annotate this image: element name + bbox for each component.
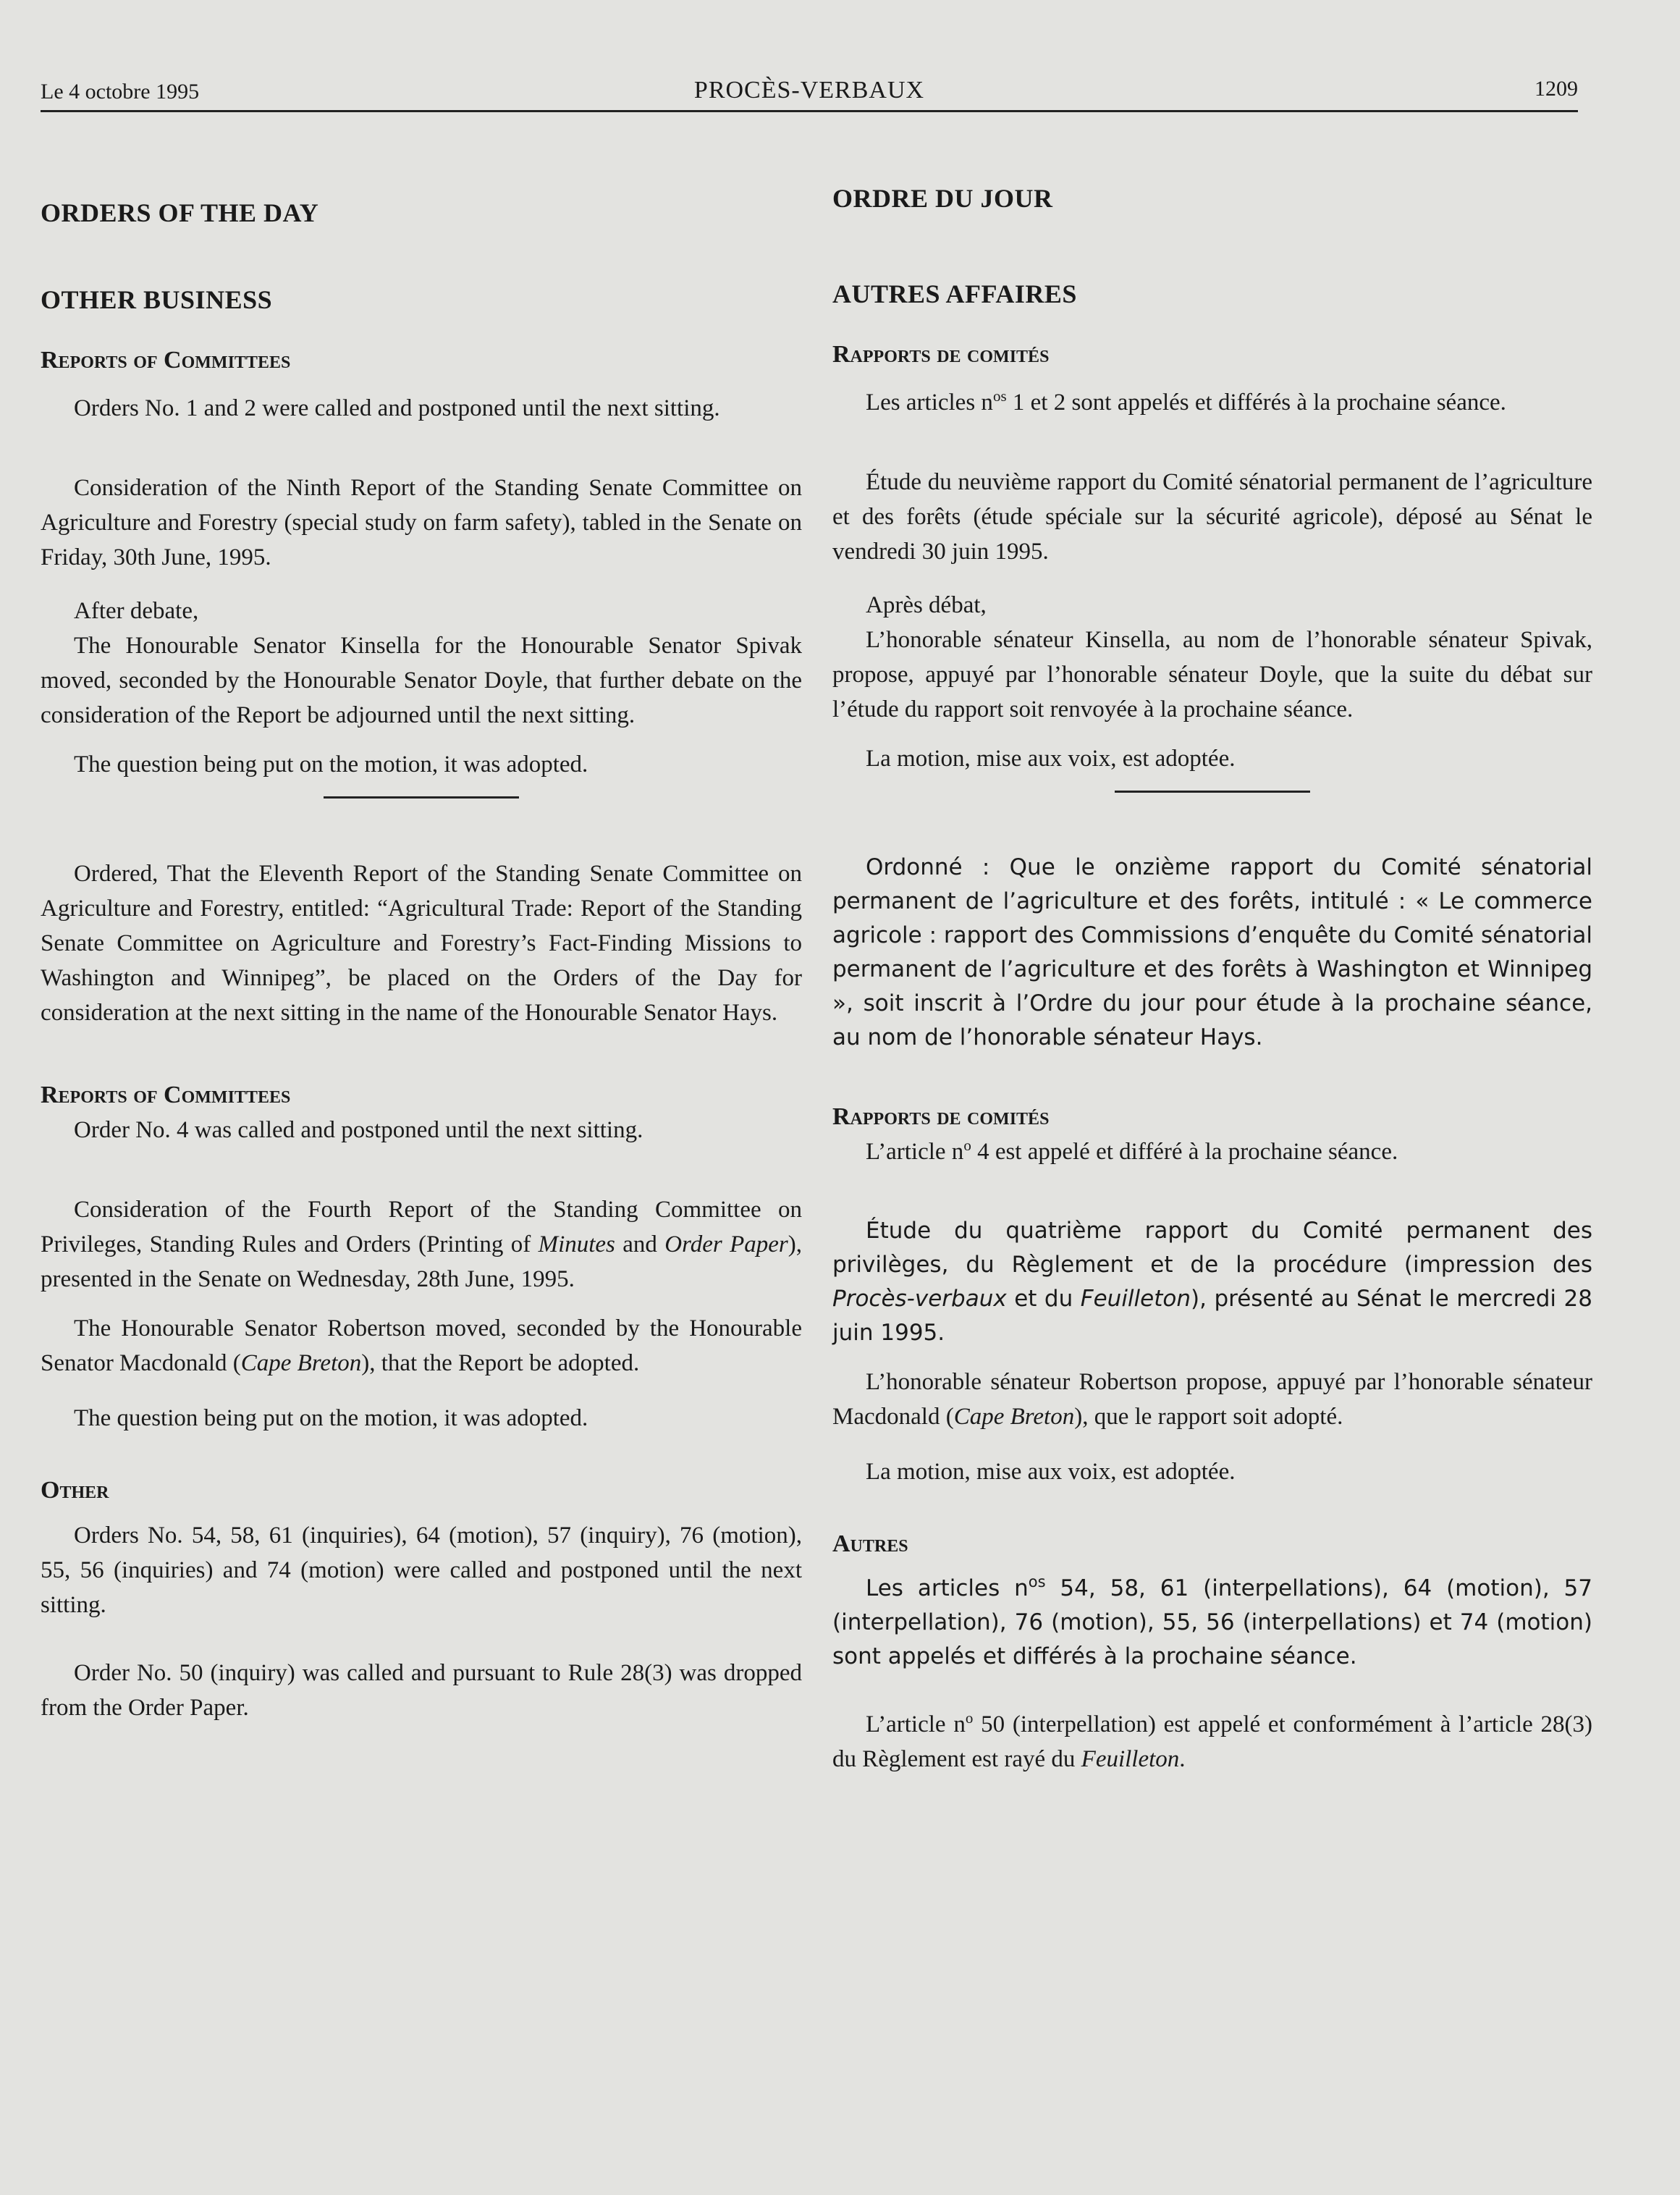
rapports-heading-1: Rapports de comités — [832, 341, 1050, 368]
other-heading: Other — [41, 1477, 109, 1504]
apres-debat: Après débat, — [866, 592, 987, 618]
paragraph-articles-54: Les articles $n^{os}$ 54, 58, 61 (interpellations), 64 (motion), 57 (interpellation), 76 (motion), 55, 56 (interpellations) et 74 (motion) sont appelés et différés à la prochaine séance. — [832, 1573, 1592, 1669]
english-column — [41, 181, 802, 1725]
paragraph-article-4: L’article $n^o$ 4 est appelé et différé à la prochaine séance. — [866, 1137, 1398, 1165]
paragraph-question-1: The question being put on the motion, it was adopted. — [74, 751, 588, 778]
reports-heading-2: Reports of Committees — [41, 1082, 291, 1108]
paragraph-motion-2: La motion, mise aux voix, est adoptée. — [866, 1459, 1236, 1485]
page-number: 1209 — [1535, 77, 1578, 101]
paragraph-article-50: L’article $n^o$ 50 (interpellation) est appelé et conformément à l’article 28(3) du Règlement est rayé du Feuilleton. — [832, 1709, 1592, 1772]
paragraph-orders-54: Orders No. 54, 58, 61 (inquiries), 64 (motion), 57 (inquiry), 76 (motion), 55, 56 (inquiries) and 74 (motion) were called and postponed until the next sitting. — [41, 1522, 802, 1618]
paragraph-kinsella: The Honourable Senator Kinsella for the Honourable Senator Spivak moved, seconded by the Honourable Senator Doyle, that further debate on the consideration of the Report be adjourned until the next sitting. — [41, 633, 802, 728]
section-divider — [324, 796, 519, 799]
paragraph-order-4: Order No. 4 was called and postponed until the next sitting. — [74, 1117, 643, 1143]
after-debate: After debate, — [74, 598, 199, 624]
orders-of-day-heading: ORDERS OF THE DAY — [41, 198, 319, 227]
paragraph-onzieme-rapport: Ordonné : Que le onzième rapport du Comité sénatorial permanent de l’agriculture et des forêts, intitulé : « Le commerce agricole : rapport des Commissions d’enquête du Comité sénatorial permanent de l’agriculture et des forêts à Washington et Winnipeg », soit inscrit à l’Ordre du jour pour étude à la prochaine séance, au nom de l’honorable sénateur Hays. — [832, 854, 1592, 1050]
paragraph-fourth-report: Consideration of the Fourth Report of the Standing Committee on Privileges, Standing Rules and Orders (Printing of Minutes and Order Paper), presented in the Senate on Wednesday, 28th June, 1995. — [41, 1197, 802, 1292]
autres-affaires-heading: AUTRES AFFAIRES — [832, 279, 1077, 308]
paragraph-kinsella-fr: L’honorable sénateur Kinsella, au nom de l’honorable sénateur Spivak, propose, appuyé par l’honorable sénateur Doyle, que la suite du débat sur l’étude du rapport soit renvoyée à la prochaine séance. — [832, 627, 1592, 722]
paragraph-order-50: Order No. 50 (inquiry) was called and pursuant to Rule 28(3) was dropped from the Order Paper. — [41, 1660, 802, 1721]
paragraph-neuvieme-rapport: Étude du neuvième rapport du Comité sénatorial permanent de l’agriculture et des forêts (étude spéciale sur la sécurité agricole), déposé au Sénat le vendredi 30 juin 1995. — [832, 469, 1592, 565]
paragraph-robertson: The Honourable Senator Robertson moved, seconded by the Honourable Senator Macdonald (Cape Breton), that the Report be adopted. — [41, 1315, 802, 1376]
paragraph-robertson-fr: L’honorable sénateur Robertson propose, appuyé par l’honorable sénateur Macdonald (Cape Breton), que le rapport soit adopté. — [832, 1369, 1592, 1430]
paragraph-articles-1-2: Les articles $n^{os}$ 1 et 2 sont appelés et différés à la prochaine séance. — [866, 387, 1506, 416]
rapports-heading-2: Rapports de comités — [832, 1103, 1050, 1130]
paragraph-motion-1: La motion, mise aux voix, est adoptée. — [866, 746, 1236, 772]
french-column — [832, 181, 1592, 1777]
paragraph-question-2: The question being put on the motion, it was adopted. — [74, 1405, 588, 1431]
reports-heading-1: Reports of Committees — [41, 347, 291, 374]
ordre-du-jour-heading: ORDRE DU JOUR — [832, 184, 1053, 213]
paragraph-quatrieme-rapport: Étude du quatrième rapport du Comité permanent des privilèges, du Règlement et de la procédure (impression des Procès-verbaux et du Feuilleton), présenté au Sénat le mercredi 28 juin 1995. — [832, 1218, 1592, 1346]
autres-heading: Autres — [832, 1530, 908, 1557]
section-divider-fr — [1115, 791, 1310, 793]
paragraph-eleventh-report: Ordered, That the Eleventh Report of the Standing Senate Committee on Agriculture and Forestry, entitled: “Agricultural Trade: Report of the Standing Senate Committee on Agriculture and Forestry’s Fact-Finding Missions to Washington and Winnipeg”, be placed on the Orders of the Day for consideration at the next sitting in the name of the Honourable Senator Hays. — [41, 861, 802, 1026]
page-header — [41, 67, 1578, 112]
paragraph-ninth-report: Consideration of the Ninth Report of the Standing Senate Committee on Agriculture and Forestry (special study on farm safety), tabled in the Senate on Friday, 30th June, 1995. — [41, 475, 802, 570]
header-date: Le 4 octobre 1995 — [41, 80, 200, 104]
header-title: PROCÈS-VERBAUX — [693, 77, 925, 104]
other-business-heading: OTHER BUSINESS — [41, 285, 273, 314]
paragraph-orders-1-2: Orders No. 1 and 2 were called and postponed until the next sitting. — [74, 395, 720, 421]
